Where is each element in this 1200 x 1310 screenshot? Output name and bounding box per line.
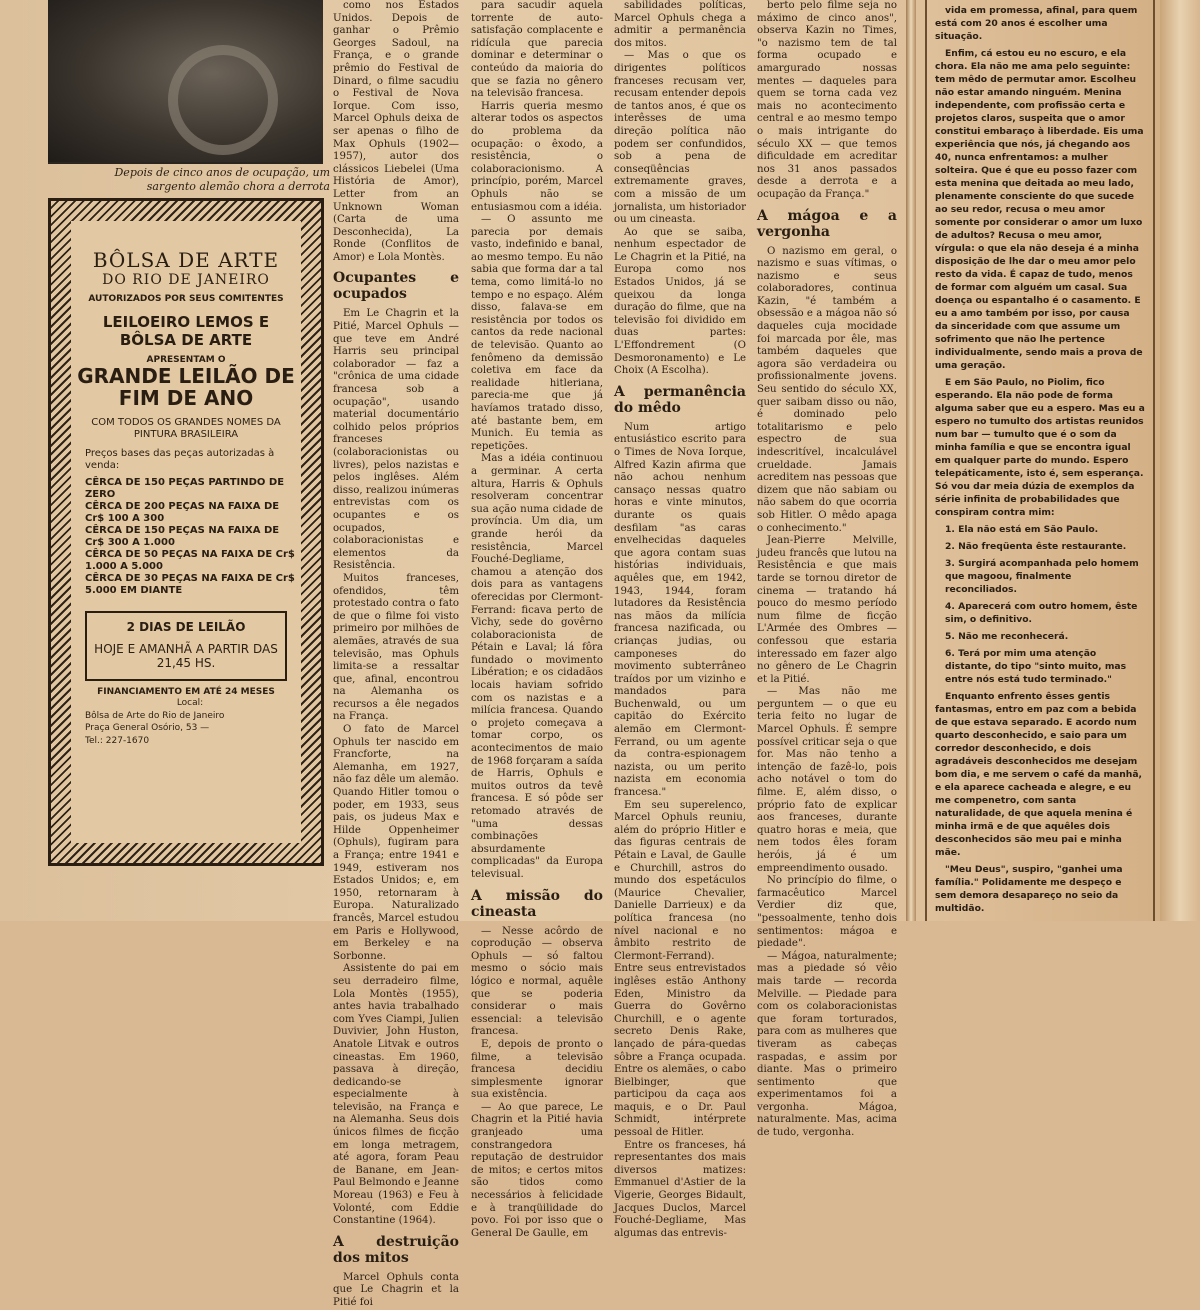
section-heading: A missão do cineasta	[471, 887, 603, 920]
ad-subtitle: DO RIO DE JANEIRO	[102, 272, 270, 288]
page-fold	[906, 0, 916, 921]
ad-when: HOJE E AMANHÃ A PARTIR DAS 21,45 HS.	[94, 642, 278, 670]
paragraph: como nos Estados Unidos. Depois de ganhar o Prêmio Georges Sadoul, na França, e o grande prêmio do Festival de Dinard, o filme sacudiu o Festival de Nova Iorque. Com isso, Marcel Ophuls deixa de ser apenas o filho de Max Ophuls (1902—1957), autor dos clássicos Liebelei (Uma História de Amor), Letter from an Unknown Woman (Carta de uma Desconhecida), La Ronde (Conflitos de Amor) e Lola Montès.	[333, 0, 459, 263]
paragraph: sabilidades políticas, Marcel Ophuls chega a admitir a permanência dos mitos.	[614, 0, 746, 49]
ad-location	[77, 697, 295, 747]
paragraph: — Ao que parece, Le Chagrin et la Pitié havia granjeado uma constrangedora reputação de destruidor de mitos; e certos mitos são tidos como necessários à felicidade e à tranqüilidade do povo. Foi por isso que o General De Gaulle, em	[471, 1101, 603, 1239]
ad-price-item: CÊRCA DE 150 PEÇAS NA FAIXA DE Cr$ 300 A 1.000	[85, 525, 280, 549]
ad-price-item: CÊRCA DE 150 PEÇAS PARTINDO DE ZERO	[85, 477, 285, 501]
ad-authorized: AUTORIZADOS POR SEUS COMITENTES	[88, 294, 284, 305]
ad-headline: GRANDE LEILÃO DE FIM DE ANO	[77, 364, 295, 411]
paragraph: Assistente do pai em seu derradeiro filme, Lola Montès (1955), antes havia trabalhado com Yves Ciampi, Julien Duvivier, John Huston, Anatole Litvak e outros cineastas. Em 1960, passava à direção, dedicando-se especialmente à televisão, na França e na Alemanha. Seus dois únicos filmes de ficção em longa metragem, até agora, foram Peau de Banane, em Jean-Paul Belmondo e Jeanne Moreau (1963) e Feu à Volonté, com Eddie Constantine (1964).	[333, 963, 459, 1227]
article-column-4	[757, 0, 897, 1139]
paragraph: Enfim, cá estou eu no escuro, e ela chora. Ela não me ama pelo seguinte: tem mêdo de permutar amor. Escolheu não estar amando ninguém. Menina independente, com profissão certa e projetos claros, suspeita que o amor constitui embaraço à liberdade. Eis uma experiência que nós, já chegando aos 40, nunca enfrentamos: a mulher solteira. Que é que eu posso fazer com esta menina que deitada ao meu lado, plenamente consciente do que sucede ao seu redor, recusa o meu amor somente por considerar o amor um luxo de adultos? Recusa o meu amor, vírgula: o que ela não deseja é a minha disposição de lhe dar o meu amor pelo resto da vida. É capaz de tudo, menos de formar com alguém um casal. Sua doença ou espantalho é o casamento. E eu a amo também por isso, por causa da sinceridade com que assume um sofrimento que não lhe pertence individualmente, sendo mais a prova de uma geração.	[935, 48, 1144, 371]
list-item: 6. Terá por mim uma atenção distante, do tipo "sinto muito, mas entre nós está tudo terminado."	[945, 648, 1127, 685]
paragraph: Muitos franceses, ofendidos, têm protestado contra o fato de que o filme foi visto primeiro por milhões de alemães, através de sua televisão, mas Ophuls limita-se a ressaltar que, afinal, encontrou na Alemanha os recursos a êle negados na França.	[333, 572, 459, 723]
paragraph: Entre os franceses, há representantes dos mais diversos matizes: Emmanuel d'Astier de la Vigerie, Georges Bidault, Jacques Duclos, Marcel Fouché-Degliame, Mas algumas das entrevis-	[614, 1139, 746, 1239]
list-item: 2. Não freqüenta êste restaurante.	[945, 541, 1127, 552]
section-heading: Ocupantes e ocupados	[333, 270, 459, 303]
ad-content	[71, 221, 301, 843]
article-column-2	[471, 0, 603, 1239]
auction-advertisement	[48, 198, 324, 866]
paragraph: berto pelo filme seja no máximo de cinco anos", observa Kazin no Times, "o nazismo tem de tal forma ocupado e amargurado nossas mentes — daqueles para quem se torna cada vez mais no acontecimento central e ao mesmo tempo o mais intrigante do século XX — que temos dificuldade em acreditar nos 31 anos passados desde a derrota e a ocupação da França."	[757, 0, 897, 200]
paragraph: — O assunto me parecia por demais vasto, indefinido e banal, ao mesmo tempo. Eu não sabia que forma dar a tal tema, como limitá-lo no tempo e no espaço. Além disso, falava-se em resistência por todos os cantos da rede nacional de televisão. Quanto ao fenômeno da demissão coletiva em face da realidade hitleriana, parecia-me que já havíamos tratado disso, até bastante bem, em Munich. Eu temia as repetições.	[471, 214, 603, 452]
paragraph: E em São Paulo, no Piolim, fico esperando. Ela não pode de forma alguma saber que eu a espero. Mas eu a espero no tumulto dos artistas reunidos num bar — tumulto que é o som da minha família e que se encontra igual em qualquer parte do mundo. Espero telepáticamente, isto é, sem esperança. Só vou dar meia dúzia de exemplos da série infinita de probabilidades que conspiram contra mim:	[935, 377, 1145, 518]
photo-caption: Depois de cinco anos de ocupação, um sargento alemão chora a derrota	[114, 166, 330, 193]
paragraph: — Nesse acôrdo de coprodução — observa Ophuls — só faltou mesmo o sócio mais lógico e normal, aquêle que se poderia considerar o mais essencial: a televisão francesa.	[471, 925, 603, 1038]
ad-financing: FINANCIAMENTO EM ATÉ 24 MESES	[97, 686, 275, 697]
paragraph: — Mas não me perguntem — o que eu teria feito no lugar de Marcel Ophuls. É sempre possível criticar seja o que for. Mas não tenho a intenção de fazê-lo, pois acho notável o tom do filme. E, além disso, o próprio fato de explicar aos franceses, durante quatro horas e meia, que nem todos êles foram heróis, já é um empreendimento ousado.	[757, 686, 897, 874]
ad-local-label: Local:	[176, 698, 204, 709]
paragraph: "Meu Deus", suspiro, "ganhei uma família." Polidamente me despeço e sem demora desapareço no seio da multidão.	[935, 864, 1123, 914]
page-edge	[1160, 0, 1200, 921]
paragraph: Harris queria mesmo alterar todos os aspectos do problema da ocupação: o êxodo, a resistência, o colaboracionismo. A princípio, porém, Marcel Ophuls não se entusiasmou com a idéia.	[471, 100, 603, 213]
section-heading: A mágoa e a vergonha	[757, 207, 897, 240]
paragraph: Marcel Ophuls conta que Le Chagrin et la Pitié foi	[333, 1271, 459, 1308]
photo-wheel-shape	[168, 45, 278, 155]
paragraph: — Mágoa, naturalmente; mas a piedade só vêio mais tarde — recorda Melville. — Piedade para com os colaboracionistas que foram torturados, para com as mulheres que tiveram as cabeças raspadas, e assim por diante. Mas o primeiro sentimento que experimentamos foi a vergonha. Mágoa, naturalmente. Mas, acima de tudo, vergonha.	[757, 950, 897, 1139]
paragraph: O nazismo em geral, o nazismo e suas vítimas, o nazismo e seus colaboradores, continua Kazin, "é também a obsessão e a mágoa não só daqueles cuja mocidade foi marcada por êle, mas também daqueles que agora são verdadeira ou profissionalmente jovens. Seu sentido do século XX, quer saibam disso ou não, é dominado pelo totalitarismo e pelo espectro de sua indescritível, incalculável crueldade. Jamais acreditem nas pessoas que dizem que não sabiam ou não sabem do que ocorria sob Hitler. O mêdo apaga o conhecimento."	[757, 245, 897, 534]
paragraph: Ao que se saiba, nenhum espectador de Le Chagrin et la Pitié, na Europa como nos Estados Unidos, já se queixou da longa duração do filme, que na televisão foi dividido em duas partes: L'Effondrement (O Desmoronamento) e Le Choix (A Escolha).	[614, 226, 746, 377]
ad-price-item: CÊRCA DE 30 PEÇAS NA FAIXA DE Cr$ 5.000 EM DIANTE	[85, 573, 295, 597]
ad-title: BÔLSA DE ARTE	[92, 248, 280, 272]
paragraph: O fato de Marcel Ophuls ter nascido em Francforte, na Alemanha, em 1927, não faz dêle um alemão. Quando Hitler tomou o poder, em 1933, seus pais, os judeus Max e Hilde Oppenheimer (Ophuls), fugiram para a França; entre 1941 e 1949, estiveram nos Estados Unidos; e, em 1950, retornaram à Europa. Naturalizado francês, Marcel estudou em Paris e Hollywood, em Berkeley e na Sorbonne.	[333, 724, 459, 962]
ad-date-box	[85, 611, 287, 680]
list-item: 1. Ela não está em São Paulo.	[945, 524, 1099, 535]
paragraph: vida em promessa, afinal, para quem está com 20 anos é escolher uma situação.	[935, 5, 1138, 42]
list-item: 3. Surgirá acompanhada pelo homem que magoou, finalmente reconciliados.	[945, 558, 1139, 595]
article-column-5	[925, 0, 1155, 921]
section-heading: A destruição dos mitos	[333, 1233, 459, 1266]
article-column-1	[333, 0, 459, 1308]
article-column-3	[614, 0, 746, 1239]
ad-phone: Tel.: 227-1670	[85, 735, 150, 746]
ad-present: APRESENTAM O	[146, 354, 226, 365]
ad-price-item: CÊRCA DE 200 PEÇAS NA FAIXA DE Cr$ 100 A 300	[85, 501, 280, 525]
ad-names: COM TODOS OS GRANDES NOMES DA PINTURA BRASILEIRA	[91, 417, 281, 440]
ad-days: 2 DIAS DE LEILÃO	[126, 620, 246, 635]
paragraph: Num artigo entusiástico escrito para o Times de Nova Iorque, Alfred Kazin afirma que não achou nenhum cansaço nessas quatro horas e vinte minutos, durante os quais desfilam "as caras envelhecidas daqueles que agora contam suas histórias individuais, aquêles que, em 1942, 1943, 1944, foram lutadores da Resistência nas mãos da milícia francesa nazificada, ou crianças judias, ou camponeses do movimento subterrâneo traídos por um vizinho e mandados para Buchenwald, ou um capitão do Exército alemão em Clermont-Ferrand, ou um agente da contra-espionagem nazista, ou um perito nazista em economia francesa."	[614, 421, 746, 799]
ad-local: Bôlsa de Arte do Rio de Janeiro	[85, 710, 225, 721]
paragraph: Mas a idéia continuou a germinar. A certa altura, Harris & Ophuls resolveram concentrar sua ação numa cidade de província. Um dia, um grande herói da resistência, Marcel Fouché-Degliame, chamou a atenção dos dois para as vantagens oferecidas por Clermont-Ferrand: ficava perto de Vichy, sede do govêrno colaboracionista de Pétain e Laval; lá fôra fundado o movimento Libération; e os cidadãos locais haviam sofrido com os nazistas e a milícia francesa. Quando o projeto começava a tomar corpo, os acontecimentos de maio de 1968 forçaram a saída de Harris, Ophuls e muitos outros da tevê francesa. E só pôde ser retomado através de "uma dessas combinações absurdamente complicadas" da Europa televisual.	[471, 453, 603, 880]
paragraph: Enquanto enfrento êsses gentis fantasmas, entro em paz com a bebida de que estava separado. E acordo num quarto desconhecido, e saio para um corredor desconhecido, e dois agradáveis desconhecidos me desejam bom dia, e me servem o café da manhã, e ela aparece cacheada e alegre, e eu me compenetro, com santa naturalidade, de que aquela menina é minha irmã e de que aquêles dois desconhecidos são meu pai e minha mãe.	[935, 691, 1143, 858]
paragraph: Jean-Pierre Melville, judeu francês que lutou na Resistência e que mais tarde se tornou diretor de cinema — tratando há pouco do mesmo período num filme de ficção L'Armée des Ombres — confessou que estaria interessado em fazer algo no gênero de Le Chagrin et la Pitié.	[757, 535, 897, 685]
ad-price-item: CÊRCA DE 50 PEÇAS NA FAIXA DE Cr$ 1.000 A 5.000	[85, 549, 295, 573]
news-photo	[48, 0, 323, 164]
paragraph: Em Le Chagrin et la Pitié, Marcel Ophuls — que teve em André Harris seu principal colaborador — faz a "crônica de uma cidade francesa sob a ocupação", usando material documentário colhido pelos próprios franceses (colaboracionistas ou livres), pelos nazistas e pelos inglêses. Além disso, realizou inúmeras entrevistas com os ocupantes e os ocupados, colaboracionistas e elementos da Resistência.	[333, 308, 459, 572]
paragraph: Em seu superelenco, Marcel Ophuls reuniu, além do próprio Hitler e das figuras centrais de Pétain e Laval, de Gaulle e Churchill, astros do mundo dos espetáculos (Maurice Chevalier, Danielle Darrieux) e da política francesa (no nível nacional e no âmbito restrito de Clermont-Ferrand). Entre seus entrevistados inglêses estão Anthony Eden, Ministro da Guerra do Govêrno Churchill, e o agente secreto Denis Rake, lançado de pára-quedas sôbre a França ocupada. Entre os alemães, o cabo Bielbinger, que participou da caça aos maquis, e o Dr. Paul Schmidt, intérprete pessoal de Hitler.	[614, 799, 746, 1139]
paragraph: para sacudir aquela torrente de auto-satisfação complacente e ridícula que parecia dominar e determinar o conteúdo da maioria do que se fazia no gênero na televisão francesa.	[471, 0, 603, 100]
ad-auctioneer: LEILOEIRO LEMOS E BÔLSA DE ARTE	[102, 313, 270, 349]
list-item: 4. Aparecerá com outro homem, êste sim, o definitivo.	[945, 601, 1138, 625]
ad-address: Praça General Osório, 53 —	[85, 723, 210, 734]
paragraph: E, depois de pronto o filme, a televisão francesa decidiu simplesmente ignorar sua existência.	[471, 1038, 603, 1101]
list-item: 5. Não me reconhecerá.	[945, 631, 1069, 642]
paragraph: — Mas o que os dirigentes políticos franceses recusam ver, recusam entender depois de tantos anos, é que os interêsses de uma direção política não podem ser confundidos, sob a pena de conseqüências extremamente graves, com a missão de um jornalista, um historiador ou um cineasta.	[614, 50, 746, 226]
paragraph: No princípio do filme, o farmacêutico Marcel Verdier diz que, "pessoalmente, tenho dois sentimentos: mágoa e piedade".	[757, 875, 897, 950]
ad-prices: Preços bases das peças autorizadas à venda:	[85, 448, 275, 471]
section-heading: A permanência do mêdo	[614, 383, 746, 416]
ad-price-list	[77, 477, 295, 597]
